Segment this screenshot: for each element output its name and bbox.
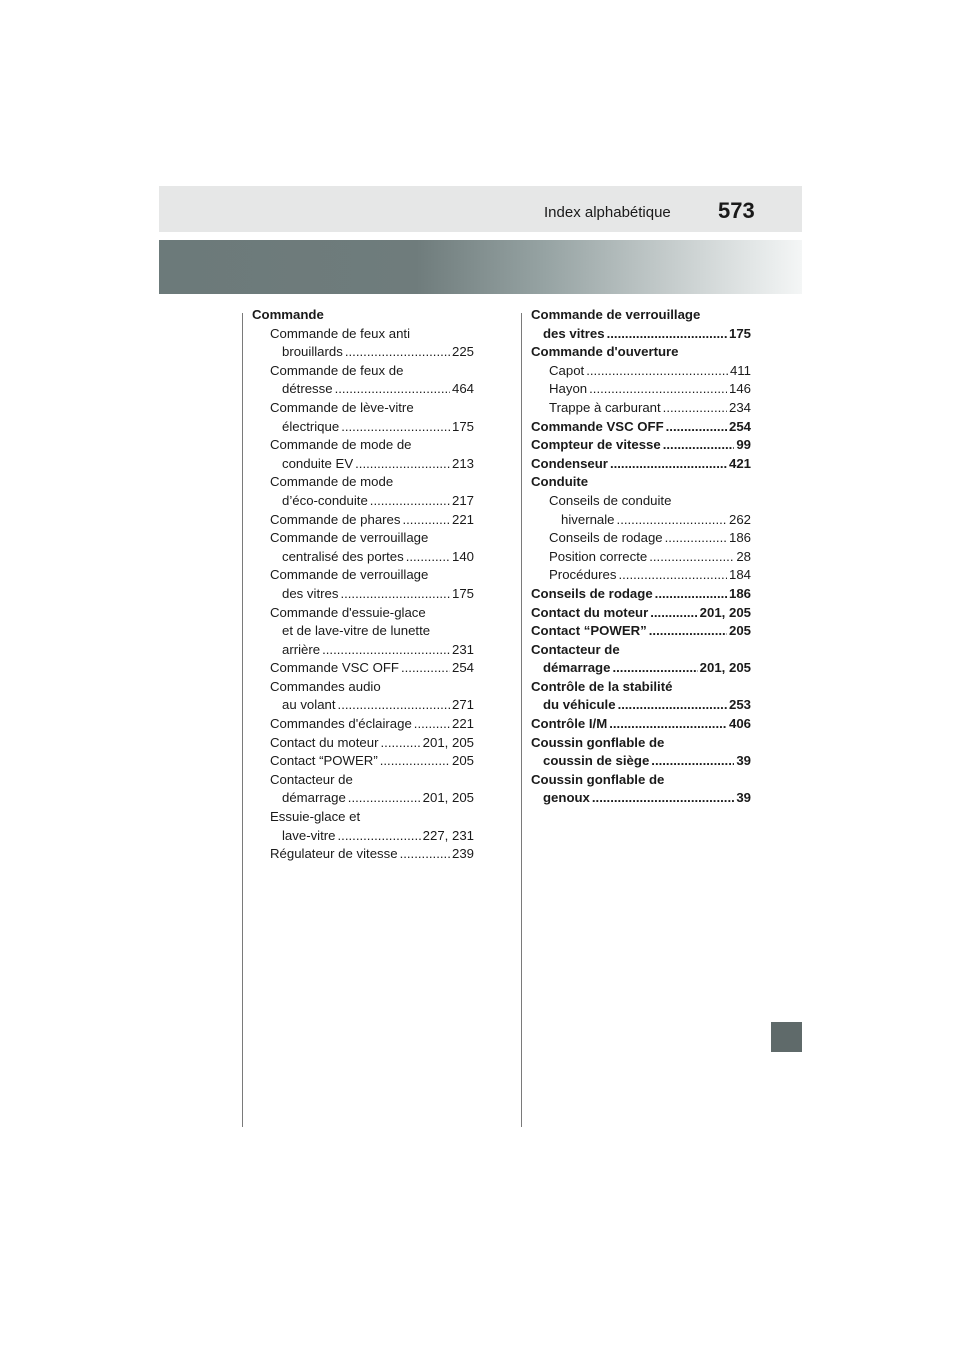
page-reference: 262 (728, 511, 751, 527)
index-entry-text: démarrage (282, 790, 346, 806)
index-entry (252, 566, 474, 603)
index-entry-text: Commande (252, 307, 324, 322)
index-entry-text: Commande VSC OFF (531, 418, 664, 434)
index-entry-text: Contacteur de (270, 771, 353, 787)
index-entry-text: Commande de verrouillage (531, 307, 701, 322)
index-entry (531, 418, 751, 437)
index-entry (531, 380, 751, 399)
index-entry (531, 715, 751, 734)
index-entry (531, 362, 751, 381)
page-reference: 186 (728, 585, 751, 601)
page-reference: 184 (728, 567, 751, 583)
index-entry-text: Commandes audio (270, 678, 381, 694)
page-reference: 234 (728, 399, 751, 415)
index-entry-text: Contrôle I/M (531, 716, 608, 732)
index-entry-text: Coussin gonflable de (531, 734, 665, 750)
dot-leader (651, 752, 734, 771)
page-reference: 239 (451, 846, 474, 862)
index-entry (252, 771, 474, 808)
index-entry (531, 678, 751, 715)
page-reference: 205 (451, 753, 474, 769)
index-entry (252, 325, 474, 362)
page-reference: 146 (728, 381, 751, 397)
index-entry-text: Capot (549, 362, 585, 378)
page-reference: 99 (736, 437, 751, 453)
index-entry (531, 604, 751, 623)
index-entry-text: Coussin gonflable de (531, 771, 665, 787)
index-entry (531, 548, 751, 567)
dot-leader (655, 585, 727, 604)
dot-leader (370, 492, 450, 511)
page-reference: 231 (451, 641, 474, 657)
index-entry (252, 752, 474, 771)
index-entry-text: Essuie-glace et (270, 809, 361, 825)
dot-leader (609, 715, 727, 734)
index-column-left (252, 306, 474, 864)
index-entry-text: Contact du moteur (531, 604, 649, 620)
page-reference: 221 (451, 511, 474, 527)
index-entry (531, 641, 751, 678)
index-entry-text: Contrôle de la stabilité (531, 678, 673, 694)
page-reference: 221 (451, 716, 474, 732)
index-entry (531, 771, 751, 808)
index-entry-text: Contact “POWER” (270, 753, 378, 769)
index-entry-text: Conseils de conduite (549, 492, 672, 508)
dot-leader (592, 789, 734, 808)
index-entry (531, 622, 751, 641)
index-entry (252, 678, 474, 715)
page-reference: 253 (728, 697, 751, 713)
page-reference: 201, 205 (699, 604, 751, 620)
dot-leader (649, 548, 734, 567)
dot-leader (617, 511, 727, 530)
dot-leader (355, 455, 450, 474)
index-entry-text: Position correcte (549, 548, 648, 564)
dot-leader (338, 827, 421, 846)
dot-leader (340, 585, 450, 604)
dot-leader (341, 418, 450, 437)
page-reference: 254 (451, 660, 474, 676)
index-entry-text: du véhicule (543, 697, 616, 713)
dot-leader (663, 436, 735, 455)
index-entry (252, 399, 474, 436)
dot-leader (345, 343, 450, 362)
dot-leader (663, 399, 727, 418)
page-reference: 39 (736, 753, 751, 769)
dot-leader (338, 696, 450, 715)
dot-leader (650, 604, 697, 623)
dot-leader (381, 734, 421, 753)
index-entry-text: centralisé des portes (282, 548, 404, 564)
page-reference: 464 (451, 381, 474, 397)
dot-leader (380, 752, 450, 771)
index-entry-text: Régulateur de vitesse (270, 846, 398, 862)
page-reference: 201, 205 (699, 660, 751, 676)
index-entry-text: conduite EV (282, 455, 354, 471)
index-entry (252, 715, 474, 734)
index-entry (531, 566, 751, 585)
index-entry-text: Trappe à carburant (549, 399, 661, 415)
index-entry-text: Commande de feux de (270, 362, 404, 378)
index-entry (252, 473, 474, 510)
dot-leader (666, 418, 727, 437)
index-entry-text: Commande de phares (270, 511, 401, 527)
index-entry (252, 436, 474, 473)
index-entry-text: d’éco-conduite (282, 492, 368, 508)
index-entry-text: des vitres (282, 585, 339, 601)
index-entry (531, 306, 751, 343)
page-reference: 175 (451, 585, 474, 601)
index-entry-text: Commande de verrouillage (270, 530, 429, 546)
page-reference: 254 (728, 418, 751, 434)
index-entry-text: Commande d'essuie-glace (270, 604, 426, 620)
page-reference: 175 (451, 418, 474, 434)
page-reference: 227, 231 (422, 827, 474, 843)
dot-leader (402, 511, 450, 530)
index-entry-text: Commandes d'éclairage (270, 716, 412, 732)
index-entry (531, 436, 751, 455)
page-number: 573 (718, 198, 755, 223)
index-entry-text: Conduite (531, 474, 589, 490)
index-entry-text: genoux (543, 790, 590, 806)
page-reference: 406 (728, 716, 751, 732)
index-entry-text: Commande de mode (270, 474, 394, 490)
index-entry (531, 734, 751, 771)
index-entry-text: Commande de lève-vitre (270, 399, 414, 415)
index-entry-text: des vitres (543, 325, 605, 341)
index-entry-text: Contact du moteur (270, 734, 379, 750)
index-entry-text: hivernale (561, 511, 615, 527)
index-entry-text: lave-vitre (282, 827, 336, 843)
dot-leader (335, 380, 450, 399)
index-entry-text: Commande VSC OFF (270, 660, 399, 676)
dot-leader (400, 845, 450, 864)
index-entry (252, 529, 474, 566)
index-entry-text: Commande d'ouverture (531, 344, 679, 360)
dot-leader (618, 696, 727, 715)
page-reference: 140 (451, 548, 474, 564)
index-entry-text: Commande de feux anti (270, 325, 411, 341)
index-entry (252, 362, 474, 399)
right-column-rule (521, 313, 522, 1127)
page-reference: 217 (451, 492, 474, 508)
index-entry (252, 659, 474, 678)
index-entry-text: démarrage (543, 660, 611, 676)
index-entry-text: Hayon (549, 381, 588, 397)
dot-leader (322, 641, 450, 660)
decorative-gradient-band (159, 240, 802, 294)
index-entry-text: arrière (282, 641, 321, 657)
index-entry-text: et de lave-vitre de lunette (282, 623, 431, 639)
index-column-right (531, 306, 751, 808)
page-reference: 411 (729, 362, 751, 378)
page-reference: 28 (736, 548, 751, 564)
index-entry (531, 343, 751, 362)
index-entry-text: Compteur de vitesse (531, 437, 661, 453)
page-reference: 213 (451, 455, 474, 471)
index-entry-text: Conseils de rodage (549, 530, 663, 546)
index-entry-text: détresse (282, 381, 333, 397)
page-reference: 186 (728, 530, 751, 546)
index-entry-text: au volant (282, 697, 336, 713)
page-reference: 201, 205 (422, 734, 474, 750)
index-entry-text: Condenseur (531, 455, 608, 471)
dot-leader (618, 566, 727, 585)
page-reference: 225 (451, 344, 474, 360)
left-column-rule (242, 313, 243, 1127)
dot-leader (401, 659, 450, 678)
index-entry-text: Conseils de rodage (531, 585, 653, 601)
page-reference: 421 (728, 455, 751, 471)
chapter-tab-marker (771, 1022, 802, 1052)
page-reference: 39 (736, 790, 751, 806)
dot-leader (610, 455, 727, 474)
index-entry (252, 306, 474, 325)
index-entry-text: Contact “POWER” (531, 623, 647, 639)
index-entry (531, 492, 751, 529)
dot-leader (406, 548, 450, 567)
index-entry-text: Commande de mode de (270, 437, 412, 453)
dot-leader (589, 380, 727, 399)
section-title: Index alphabétique (544, 204, 671, 221)
dot-leader (414, 715, 450, 734)
index-entry (252, 845, 474, 864)
index-entry-text: coussin de siège (543, 753, 650, 769)
index-entry (252, 734, 474, 753)
index-entry (531, 473, 751, 492)
index-entry (531, 399, 751, 418)
page-reference: 201, 205 (422, 790, 474, 806)
index-entry-text: électrique (282, 418, 340, 434)
index-entry-text: brouillards (282, 344, 343, 360)
index-entry (252, 511, 474, 530)
page-reference: 175 (728, 325, 751, 341)
dot-leader (607, 325, 727, 344)
index-entry-text: Commande de verrouillage (270, 567, 429, 583)
index-entry-text: Contacteur de (531, 641, 620, 657)
index-entry (531, 585, 751, 604)
dot-leader (649, 622, 727, 641)
page-reference: 271 (451, 697, 474, 713)
index-entry (252, 808, 474, 845)
index-entry-text: Procédures (549, 567, 617, 583)
index-entry (252, 604, 474, 660)
dot-leader (348, 789, 421, 808)
dot-leader (586, 362, 728, 381)
dot-leader (612, 659, 697, 678)
header-bar (159, 186, 802, 232)
page-reference: 205 (728, 623, 751, 639)
index-entry (531, 455, 751, 474)
dot-leader (665, 529, 727, 548)
index-entry (531, 529, 751, 548)
